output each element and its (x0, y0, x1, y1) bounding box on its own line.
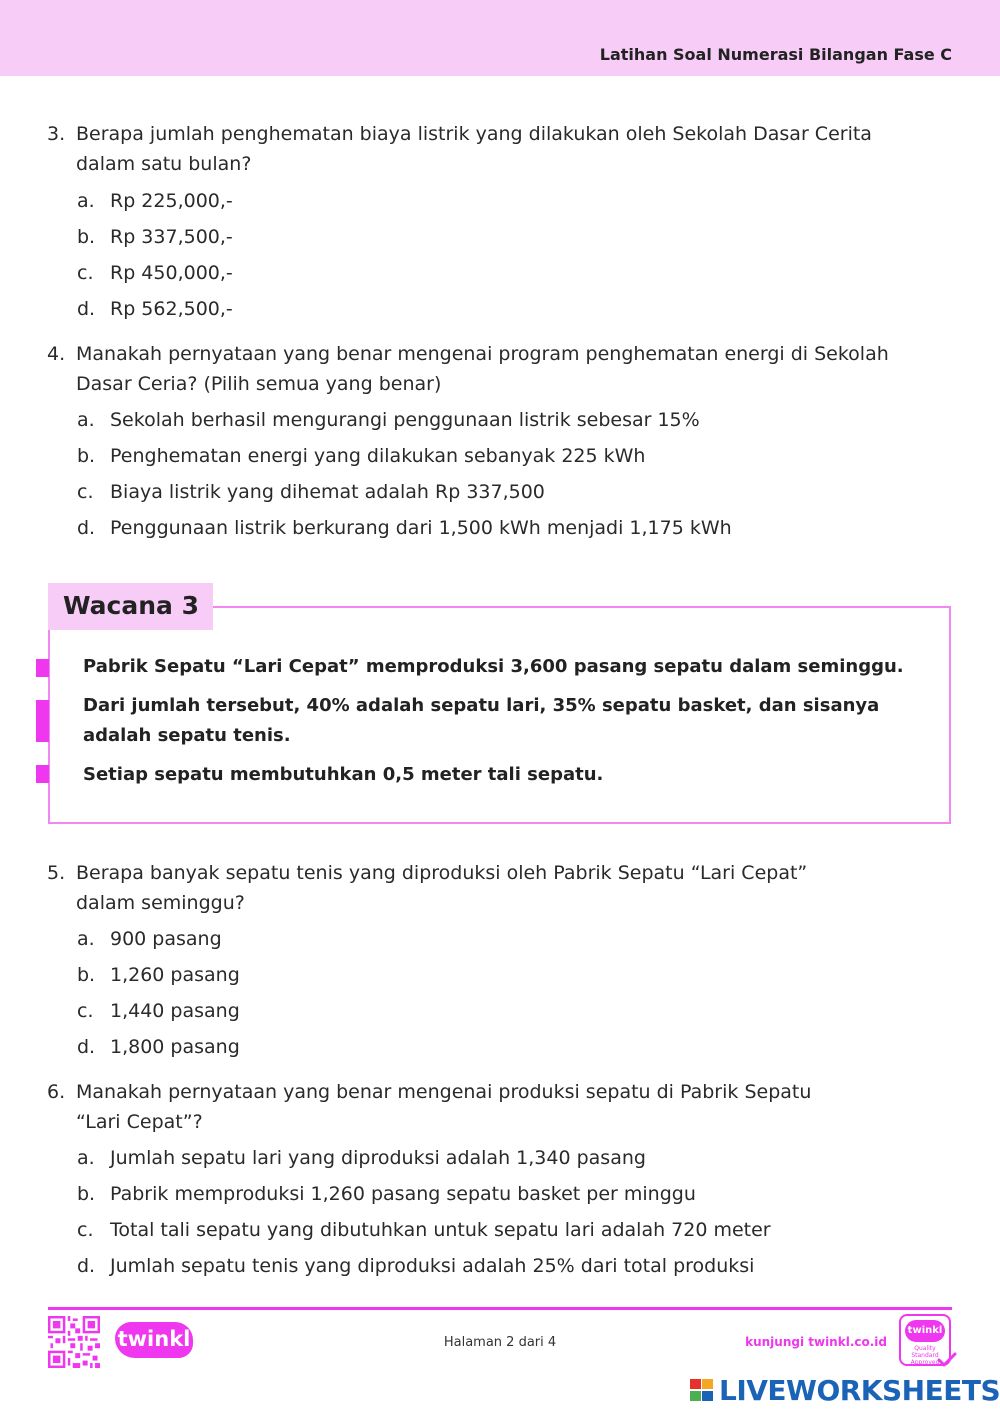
wacana-paragraph-2-line1: Dari jumlah tersebut, 40% adalah sepatu lari, 35% sepatu basket, dan sisanya (83, 695, 880, 716)
liveworksheets-logo-icon (690, 1379, 716, 1403)
page-header (0, 0, 1000, 76)
option-letter: d. (77, 298, 96, 320)
question-number: 3. (47, 123, 66, 145)
option-letter: d. (77, 517, 96, 539)
option-letter: a. (77, 190, 95, 212)
question-3 (47, 119, 927, 179)
liveworksheets-watermark (690, 1374, 1000, 1407)
q4-option-b[interactable] (77, 441, 937, 471)
q6-option-b[interactable] (77, 1179, 937, 1209)
wacana-paragraph-3: Setiap sepatu membutuhkan 0,5 meter tali sepatu. (83, 764, 604, 785)
option-text: Biaya listrik yang dihemat adalah Rp 337,500 (110, 481, 545, 503)
checkmark-icon (937, 1352, 957, 1368)
option-text: 900 pasang (110, 928, 222, 950)
q6-option-c[interactable] (77, 1215, 937, 1245)
question-text-line1: Berapa banyak sepatu tenis yang diproduksi oleh Pabrik Sepatu “Lari Cepat” (76, 862, 808, 884)
option-text: 1,260 pasang (110, 964, 240, 986)
question-5 (47, 858, 927, 918)
option-letter: d. (77, 1036, 96, 1058)
option-text: Jumlah sepatu tenis yang diproduksi adalah 25% dari total produksi (110, 1255, 755, 1277)
q6-option-a[interactable] (77, 1143, 937, 1173)
question-4 (47, 339, 927, 399)
q3-option-b[interactable] (77, 222, 937, 252)
wacana-paragraph-2 (83, 691, 913, 751)
wacana-paragraph-2-line2: adalah sepatu tenis. (83, 725, 291, 746)
option-text: Rp 562,500,- (110, 298, 233, 320)
option-letter: a. (77, 409, 95, 431)
option-letter: c. (77, 262, 94, 284)
footer-divider (48, 1307, 952, 1310)
question-text-line2: dalam seminggu? (76, 892, 245, 914)
option-letter: d. (77, 1255, 96, 1277)
option-text: Sekolah berhasil mengurangi penggunaan listrik sebesar 15% (110, 409, 700, 431)
paragraph-marker (36, 765, 49, 783)
option-text: 1,800 pasang (110, 1036, 240, 1058)
question-text-line1: Manakah pernyataan yang benar mengenai program penghematan energi di Sekolah (76, 343, 889, 365)
q3-option-c[interactable] (77, 258, 937, 288)
option-letter: b. (77, 226, 96, 248)
question-text-line2: “Lari Cepat”? (76, 1111, 203, 1133)
option-letter: a. (77, 928, 95, 950)
option-text: Pabrik memproduksi 1,260 pasang sepatu basket per minggu (110, 1183, 696, 1205)
option-letter: c. (77, 481, 94, 503)
q5-option-c[interactable] (77, 996, 937, 1026)
paragraph-marker (36, 659, 49, 677)
question-6 (47, 1077, 927, 1137)
option-letter: c. (77, 1000, 94, 1022)
wacana-paragraph-1: Pabrik Sepatu “Lari Cepat” memproduksi 3,600 pasang sepatu dalam seminggu. (83, 656, 904, 677)
q5-option-b[interactable] (77, 960, 937, 990)
badge-brand: twinkl (905, 1320, 945, 1342)
q3-option-d[interactable] (77, 294, 937, 324)
option-text: Total tali sepatu yang dibutuhkan untuk sepatu lari adalah 720 meter (110, 1219, 771, 1241)
option-letter: c. (77, 1219, 94, 1241)
q4-option-d[interactable] (77, 513, 937, 543)
option-letter: b. (77, 1183, 96, 1205)
option-text: Rp 225,000,- (110, 190, 233, 212)
option-text: Penggunaan listrik berkurang dari 1,500 kWh menjadi 1,175 kWh (110, 517, 732, 539)
option-letter: b. (77, 445, 96, 467)
q5-option-d[interactable] (77, 1032, 937, 1062)
wacana-title: Wacana 3 (63, 591, 200, 620)
page-number: Halaman 2 dari 4 (443, 1335, 557, 1350)
badge-text: Quality Standard Approved (910, 1345, 940, 1366)
option-text: Jumlah sepatu lari yang diproduksi adalah 1,340 pasang (110, 1147, 646, 1169)
option-text: Rp 450,000,- (110, 262, 233, 284)
q5-option-a[interactable] (77, 924, 937, 954)
question-text-line2: Dasar Ceria? (Pilih semua yang benar) (76, 373, 442, 395)
option-letter: a. (77, 1147, 95, 1169)
q4-option-c[interactable] (77, 477, 937, 507)
paragraph-marker (36, 700, 49, 742)
question-text-line1: Manakah pernyataan yang benar mengenai produksi sepatu di Pabrik Sepatu (76, 1081, 812, 1103)
q3-option-a[interactable] (77, 186, 937, 216)
question-number: 4. (47, 343, 66, 365)
q6-option-d[interactable] (77, 1251, 937, 1281)
option-text: 1,440 pasang (110, 1000, 240, 1022)
option-text: Penghematan energi yang dilakukan sebanyak 225 kWh (110, 445, 646, 467)
option-letter: b. (77, 964, 96, 986)
worksheet-title: Latihan Soal Numerasi Bilangan Fase C (599, 45, 952, 64)
q4-option-a[interactable] (77, 405, 937, 435)
liveworksheets-text: LIVEWORKSHEETS (719, 1374, 1000, 1407)
option-text: Rp 337,500,- (110, 226, 233, 248)
twinkl-logo[interactable]: twinkl (115, 1322, 193, 1358)
visit-link[interactable]: kunjungi twinkl.co.id (745, 1335, 887, 1349)
question-number: 6. (47, 1081, 66, 1103)
question-number: 5. (47, 862, 66, 884)
question-text-line1: Berapa jumlah penghematan biaya listrik yang dilakukan oleh Sekolah Dasar Cerita (76, 123, 872, 145)
question-text-line2: dalam satu bulan? (76, 153, 252, 175)
